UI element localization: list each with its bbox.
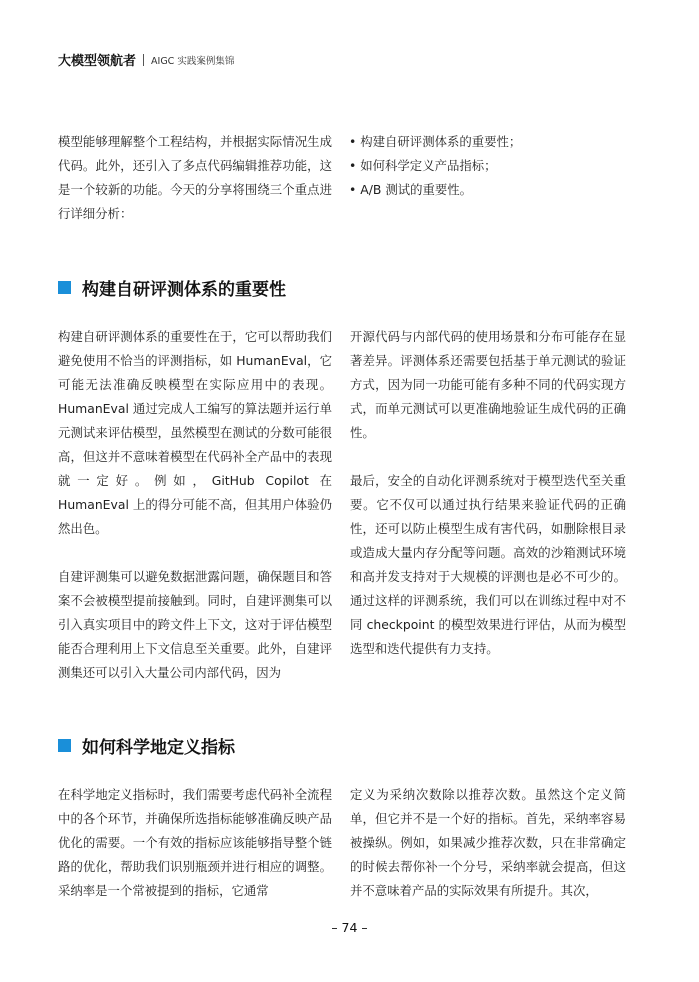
book-title: 大模型领航者 [58,54,137,69]
paragraph: 最后，安全的自动化评测系统对于模型迭代至关重要。它不仅可以通过执行结果来验证代码的正确性，还可以防止模型生成有害代码，如删除根目录或造成大量内存分配等问题。高效的沙箱测试环境和高并发支持对于大规模的评测也是必不可少的。通过这样的评测系统，我们可以在训练过程中对不同 checkpoint 的模型效果进行评估，从而为模型选型和迭代提供有力支持。 [350,473,626,656]
section-heading-metrics [58,733,235,758]
book-subtitle: AIGC 实践案例集锦 [151,55,235,67]
paragraph: 定义为采纳次数除以推荐次数。虽然这个定义简单，但它并不是一个好的指标。首先，采纳率容易被操纵。例如，如果减少推荐次数，只在非常确定的时候去帮你补一个分号，采纳率就会提高，但这并不意味着产品的实际效果有所提升。其次， [350,787,626,898]
paragraph: 在科学地定义指标时，我们需要考虑代码补全流程中的各个环节，并确保所选指标能够准确反映产品优化的需要。一个有效的指标应该能够指导整个链路的优化，帮助我们识别瓶颈并进行相应的调整。采纳率是一个常被提到的指标，它通常 [58,787,332,898]
bullet-item: • 构建自研评测体系的重要性； [349,134,522,149]
paragraph: 自建评测集可以避免数据泄露问题，确保题目和答案不会被模型提前接触到。同时，自建评测集可以引入真实项目中的跨文件上下文，这对于评估模型能否合理利用上下文信息至关重要。此外，自建评测集还可以引入大量公司内部代码，因为 [58,569,332,680]
section-title: 构建自研评测体系的重要性 [82,280,286,300]
section-marker-icon [58,739,71,752]
section-marker-icon [58,281,71,294]
paragraph: 模型能够理解整个工程结构，并根据实际情况生成代码。此外，还引入了多点代码编辑推荐功能，这是一个较新的功能。今天的分享将围绕三个重点进行详细分析： [58,134,332,221]
page-number: – 74 – [331,920,368,935]
section1-left-column [58,325,332,685]
section2-right-column [350,783,626,903]
intro-left-column [58,130,332,226]
bullet-item: • 如何科学定义产品指标； [349,158,497,173]
section2-left-column [58,783,332,903]
paragraph: 构建自研评测体系的重要性在于，它可以帮助我们避免使用不恰当的评测指标，如 HumanEval，它可能无法准确反映模型在实际应用中的表现。HumanEval 通过完成人工编写的算法题并运行单元测试来评估模型，虽然模型在测试的分数可能很高，但这并不意味着模型在代码补全产品中的表现就一定好。例如，GitHub Copilot 在 HumanEval 上的得分可能不高，但其用户体验仍然出色。 [58,329,332,536]
bullet-item: • A/B 测试的重要性。 [349,182,473,197]
header-divider [143,54,144,66]
page-header [58,50,234,69]
paragraph: 开源代码与内部代码的使用场景和分布可能存在显著差异。评测体系还需要包括基于单元测试的验证方式，因为同一功能可能有多种不同的代码实现方式，而单元测试可以更准确地验证生成代码的正确性。 [350,329,626,440]
section-title: 如何科学地定义指标 [82,738,235,758]
topic-bullet-list [349,130,521,202]
section-heading-evaluation [58,275,286,300]
section1-right-column [350,325,626,661]
